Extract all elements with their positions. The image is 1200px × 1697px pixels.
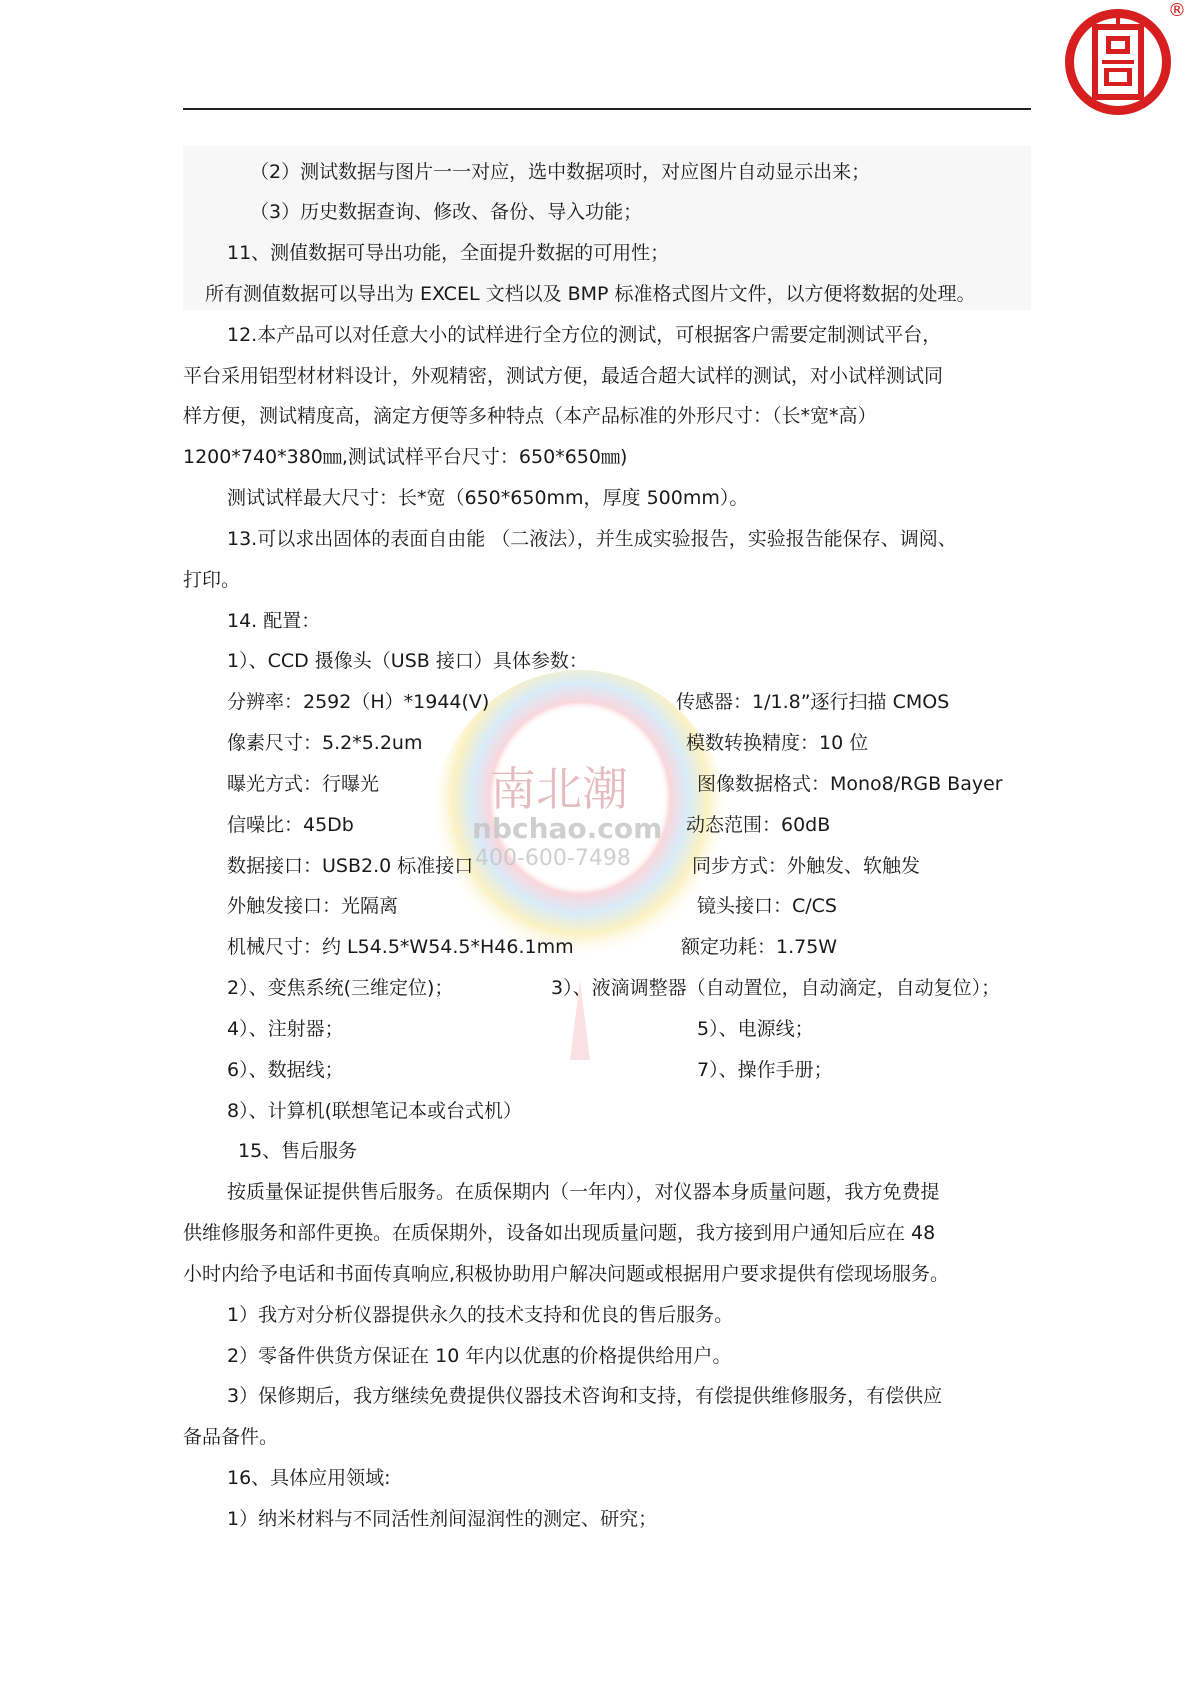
text-line: 14. 配置： — [227, 610, 321, 632]
param-left: 分辨率：2592（H）*1944(V) — [227, 691, 490, 713]
text-line: 2）零备件供货方保证在 10 年内以优惠的价格提供给用户。 — [227, 1345, 732, 1367]
config-left: 2）、变焦系统(三维定位)； — [227, 977, 454, 999]
param-left: 曝光方式：行曝光 — [227, 773, 380, 795]
section-heading: 16、具体应用领域: — [227, 1467, 391, 1489]
text-line: 3）保修期后，我方继续免费提供仪器技术咨询和支持，有偿提供维修服务，有偿供应 — [227, 1385, 943, 1407]
text-line: （3）历史数据查询、修改、备份、导入功能； — [250, 201, 643, 223]
text-line: 1）、CCD 摄像头（USB 接口）具体参数： — [227, 650, 588, 672]
text-line: 打印。 — [183, 569, 241, 591]
text-line: 1200*740*380㎜,测试试样平台尺寸：650*650㎜) — [183, 446, 628, 468]
company-logo — [1062, 6, 1174, 118]
text-line: 样方便，测试精度高，滴定方便等多种特点（本产品标准的外形尺寸：（长*宽*高） — [183, 405, 877, 427]
watermark-url: nbchao.com — [472, 812, 663, 845]
text-line: 小时内给予电话和书面传真响应,积极协助用户解决问题或根据用户要求提供有偿现场服务。 — [183, 1263, 950, 1285]
text-line: 平台采用铝型材材料设计，外观精密，测试方便，最适合超大试样的测试，对小试样测试同 — [183, 365, 944, 387]
param-right: 镜头接口：C/CS — [697, 895, 837, 917]
text-line: 11、测值数据可导出功能，全面提升数据的可用性； — [227, 242, 670, 264]
param-left: 数据接口：USB2.0 标准接口 — [227, 855, 474, 877]
text-line: 13.可以求出固体的表面自由能 （二液法），并生成实验报告，实验报告能保存、调阅、 — [227, 528, 957, 550]
text-line: 所有测值数据可以导出为 EXCEL 文档以及 BMP 标准格式图片文件，以方便将数据的处理。 — [205, 283, 976, 305]
param-left: 像素尺寸：5.2*5.2um — [227, 732, 423, 754]
param-right: 传感器：1/1.8”逐行扫描 CMOS — [676, 691, 950, 713]
config-right: 5）、电源线； — [697, 1018, 814, 1040]
config-left: 6）、数据线； — [227, 1059, 344, 1081]
watermark-brand: 南北潮 — [490, 762, 628, 816]
text-line: 12.本产品可以对任意大小的试样进行全方位的测试，可根据客户需要定制测试平台， — [227, 324, 942, 346]
param-left: 机械尺寸：约 L54.5*W54.5*H46.1mm — [227, 936, 574, 958]
header-divider — [183, 108, 1031, 110]
registered-mark: ® — [1168, 0, 1186, 21]
param-right: 额定功耗：1.75W — [681, 936, 838, 958]
config-left: 4）、注射器； — [227, 1018, 344, 1040]
config-right: 3）、液滴调整器（自动置位，自动滴定，自动复位）； — [551, 977, 1001, 999]
text-line: 1）纳米材料与不同活性剂间湿润性的测定、研究； — [227, 1508, 658, 1530]
text-line: 备品备件。 — [183, 1426, 279, 1448]
param-left: 信噪比：45Db — [227, 814, 354, 836]
param-right: 模数转换精度：10 位 — [686, 732, 869, 754]
param-left: 外触发接口：光隔离 — [227, 895, 399, 917]
text-line: （2）测试数据与图片一一对应，选中数据项时，对应图片自动显示出来； — [250, 161, 871, 183]
param-right: 同步方式：外触发、软触发 — [692, 855, 921, 877]
text-line: 8）、计算机(联想笔记本或台式机） — [227, 1100, 523, 1122]
text-line: 供维修服务和部件更换。在质保期外，设备如出现质量问题，我方接到用户通知后应在 48 — [183, 1222, 936, 1244]
param-right: 动态范围：60dB — [686, 814, 831, 836]
watermark-phone: 400-600-7498 — [475, 846, 631, 871]
text-line: 1）我方对分析仪器提供永久的技术支持和优良的售后服务。 — [227, 1304, 734, 1326]
param-right: 图像数据格式：Mono8/RGB Bayer — [697, 773, 1003, 795]
text-line: 测试试样最大尺寸：长*宽（650*650mm，厚度 500mm）。 — [227, 487, 749, 509]
text-line: 按质量保证提供售后服务。在质保期内（一年内），对仪器本身质量问题，我方免费提 — [227, 1181, 940, 1203]
config-right: 7）、操作手册； — [697, 1059, 833, 1081]
section-heading: 15、售后服务 — [238, 1140, 358, 1162]
